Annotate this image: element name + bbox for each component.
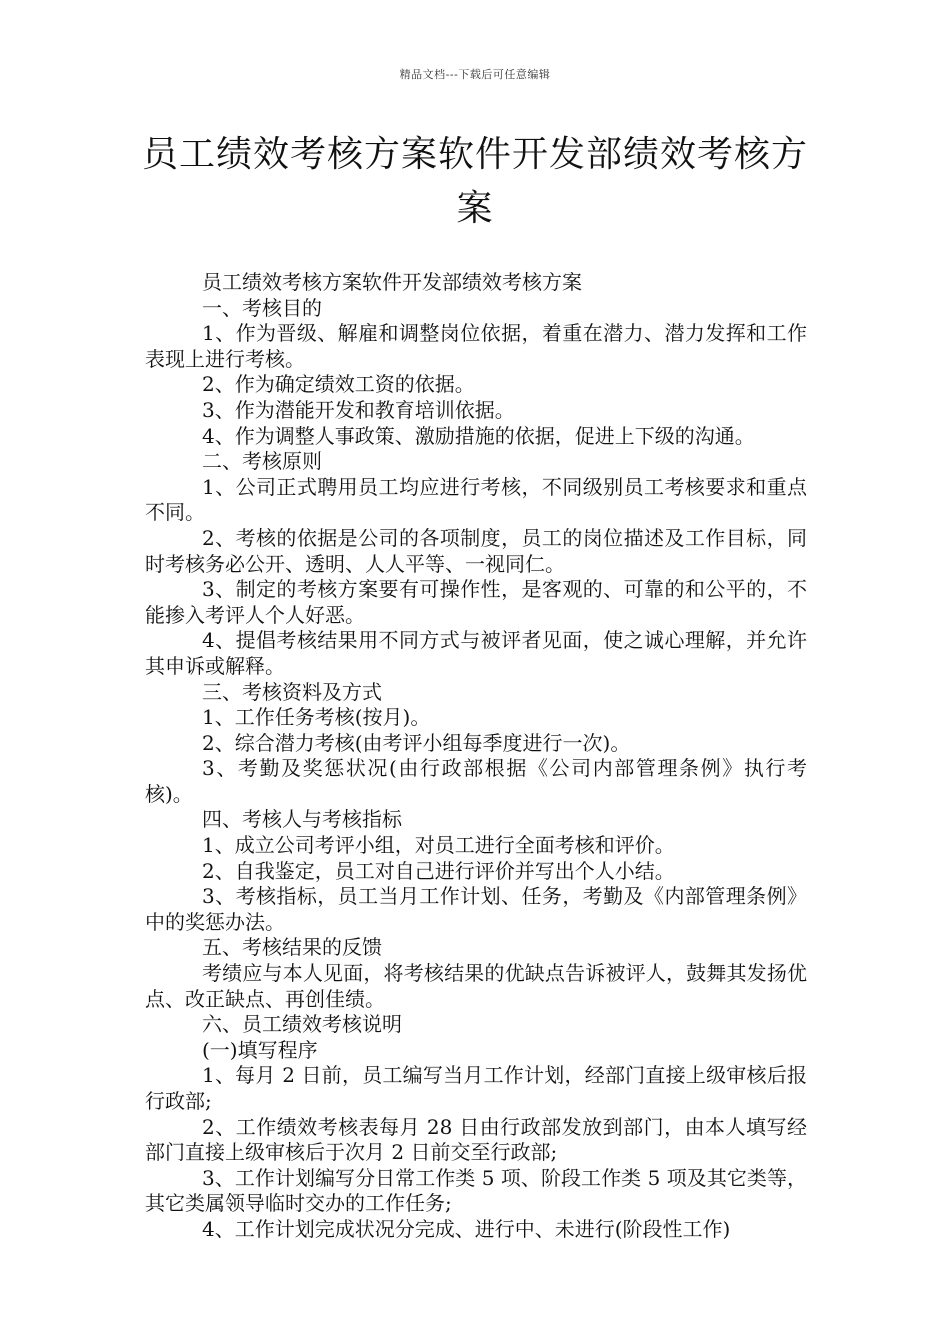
paragraph-item: 2、考核的依据是公司的各项制度，员工的岗位描述及工作目标，同时考核务必公开、透明、人人平等、一视同仁。 bbox=[145, 525, 807, 576]
section-heading-6: 六、员工绩效考核说明 bbox=[202, 1012, 402, 1037]
paragraph-item: 4、作为调整人事政策、激励措施的依据，促进上下级的沟通。 bbox=[202, 423, 755, 448]
header-watermark: 精品文档---下载后可任意编辑 bbox=[399, 68, 551, 81]
document-title: 员工绩效考核方案软件开发部绩效考核方案 bbox=[141, 134, 808, 229]
paragraph-item: 1、成立公司考评小组，对员工进行全面考核和评价。 bbox=[202, 833, 675, 858]
paragraph-item: 3、制定的考核方案要有可操作性，是客观的、可靠的和公平的，不能掺入考评人个人好恶。 bbox=[145, 577, 807, 627]
paragraph-item: 1、工作任务考核(按月)。 bbox=[202, 705, 431, 730]
paragraph-item: 3、作为潜能开发和教育培训依据。 bbox=[202, 397, 515, 422]
paragraph-item: 1、公司正式聘用员工均应进行考核，不同级别员工考核要求和重点不同。 bbox=[145, 474, 807, 525]
section-heading-5: 五、考核结果的反馈 bbox=[202, 935, 382, 960]
section-heading-2: 二、考核原则 bbox=[202, 449, 322, 474]
document-body bbox=[145, 270, 807, 1243]
section-heading-1: 一、考核目的 bbox=[202, 295, 322, 320]
section-heading-4: 四、考核人与考核指标 bbox=[202, 807, 402, 832]
paragraph-item: 3、考核指标，员工当月工作计划、任务，考勤及《内部管理条例》中的奖惩办法。 bbox=[145, 884, 807, 934]
subsection-heading: (一)填写程序 bbox=[202, 1037, 318, 1062]
paragraph-item: 3、考勤及奖惩状况(由行政部根据《公司内部管理条例》执行考核)。 bbox=[145, 756, 807, 806]
paragraph-item: 2、综合潜力考核(由考评小组每季度进行一次)。 bbox=[202, 730, 631, 755]
paragraph-item: 考绩应与本人见面，将考核结果的优缺点告诉被评人，鼓舞其发扬优点、改正缺点、再创佳绩。 bbox=[145, 961, 807, 1011]
paragraph-doc-heading: 员工绩效考核方案软件开发部绩效考核方案 bbox=[202, 270, 582, 294]
paragraph-item: 4、工作计划完成状况分完成、进行中、未进行(阶段性工作) bbox=[202, 1216, 731, 1241]
paragraph-item: 1、作为晋级、解雇和调整岗位依据，着重在潜力、潜力发挥和工作表现上进行考核。 bbox=[145, 321, 807, 371]
paragraph-item: 2、工作绩效考核表每月 28 日由行政部发放到部门，由本人填写经部门直接上级审核后于次月 2 日前交至行政部; bbox=[145, 1114, 807, 1165]
section-heading-3: 三、考核资料及方式 bbox=[202, 679, 382, 704]
paragraph-item: 2、作为确定绩效工资的依据。 bbox=[202, 372, 475, 397]
paragraph-item: 4、提倡考核结果用不同方式与被评者见面，使之诚心理解，并允许其申诉或解释。 bbox=[145, 628, 807, 678]
paragraph-item: 2、自我鉴定，员工对自己进行评价并写出个人小结。 bbox=[202, 858, 675, 883]
paragraph-item: 1、每月 2 日前，员工编写当月工作计划，经部门直接上级审核后报行政部; bbox=[145, 1063, 807, 1113]
paragraph-item: 3、工作计划编写分日常工作类 5 项、阶段工作类 5 项及其它类等，其它类属领导临时交办的工作任务; bbox=[145, 1165, 807, 1216]
